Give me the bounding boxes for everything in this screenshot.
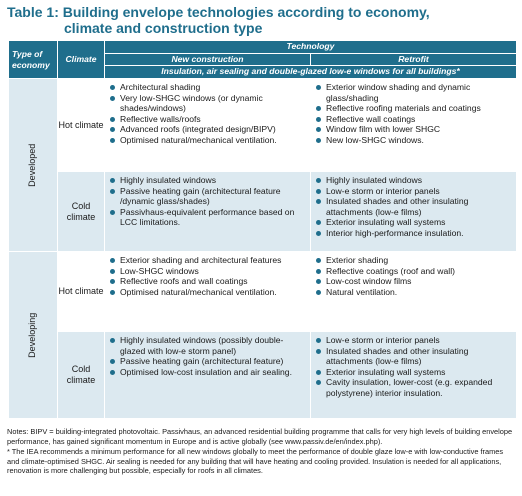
table-row xyxy=(9,79,517,172)
list-item: Passivhaus-equivalent performance based on LCC limitations. xyxy=(109,207,306,228)
header-technology: Technology xyxy=(105,41,517,54)
list-item: Highly insulated windows (possibly double-glazed with low-e storm panel) xyxy=(109,335,306,356)
technology-table xyxy=(8,40,517,419)
list-item: Passive heating gain (architectural feature /dynamic glass/shades) xyxy=(109,186,306,207)
header-type-of-economy: Type of economy xyxy=(9,41,58,79)
list-item: Cavity insulation, lower-cost (e.g. expanded polystyrene) interior insulation. xyxy=(315,377,512,398)
list-item: Highly insulated windows xyxy=(315,175,512,186)
note-abbreviations: Notes: BIPV = building-integrated photovoltaic. Passivhaus, an advanced residential building programme that calls for very high levels of building envelope performance, has gained significant momentum in Europe and is active globally (see www.passiv.de/en/index.php). xyxy=(7,427,513,446)
table-row xyxy=(9,332,517,419)
table-title-line1: Table 1: Building envelope technologies according to economy, xyxy=(7,4,430,20)
header-retrofit: Retrofit xyxy=(311,54,517,66)
list-item: Low-SHGC windows xyxy=(109,266,306,277)
economy-developing xyxy=(9,252,58,419)
new-construction-cell xyxy=(105,172,311,252)
list-item: Reflective wall coatings xyxy=(315,114,512,125)
economy-label: Developed xyxy=(27,143,38,187)
table-title xyxy=(7,4,517,36)
economy-label: Developing xyxy=(27,312,38,358)
economy-developed xyxy=(9,79,58,252)
list-item: Very low-SHGC windows (or dynamic shades/windows) xyxy=(109,93,306,114)
list-item: Exterior shading and architectural features xyxy=(109,255,306,266)
list-item: Exterior shading xyxy=(315,255,512,266)
retrofit-cell xyxy=(311,332,517,419)
list-item: Passive heating gain (architectural feature) xyxy=(109,356,306,367)
list-item: Optimised natural/mechanical ventilation. xyxy=(109,135,306,146)
climate-cell: Hot climate xyxy=(58,252,105,332)
list-item: Exterior insulating wall systems xyxy=(315,367,512,378)
list-item: Low-e storm or interior panels xyxy=(315,186,512,197)
list-item: Low-cost window films xyxy=(315,276,512,287)
list-item: Optimised low-cost insulation and air sealing. xyxy=(109,367,306,378)
new-construction-cell xyxy=(105,332,311,419)
climate-cell: Hot climate xyxy=(58,79,105,172)
list-item: New low-SHGC windows. xyxy=(315,135,512,146)
header-climate: Climate xyxy=(58,41,105,79)
list-item: Low-e storm or interior panels xyxy=(315,335,512,346)
list-item: Optimised natural/mechanical ventilation. xyxy=(109,287,306,298)
list-item: Exterior insulating wall systems xyxy=(315,217,512,228)
list-item: Insulated shades and other insulating attachments (low-e films) xyxy=(315,196,512,217)
table-row xyxy=(9,172,517,252)
table-notes xyxy=(7,427,517,477)
retrofit-cell xyxy=(311,252,517,332)
list-item: Architectural shading xyxy=(109,82,306,93)
table-title-line2: climate and construction type xyxy=(64,20,263,36)
list-item: Exterior window shading and dynamic glass/shading xyxy=(315,82,512,103)
header-all-buildings: Insulation, air sealing and double-glazed low-e windows for all buildings* xyxy=(105,66,517,79)
list-item: Reflective coatings (roof and wall) xyxy=(315,266,512,277)
list-item: Insulated shades and other insulating attachments (low-e films) xyxy=(315,346,512,367)
new-construction-cell xyxy=(105,79,311,172)
table-row xyxy=(9,252,517,332)
climate-cell: Cold climate xyxy=(58,172,105,252)
list-item: Reflective roofing materials and coatings xyxy=(315,103,512,114)
list-item: Reflective walls/roofs xyxy=(109,114,306,125)
header-new-construction: New construction xyxy=(105,54,311,66)
list-item: Highly insulated windows xyxy=(109,175,306,186)
retrofit-cell xyxy=(311,79,517,172)
list-item: Reflective roofs and wall coatings xyxy=(109,276,306,287)
list-item: Natural ventilation. xyxy=(315,287,512,298)
note-footnote: * The IEA recommends a minimum performance for all new windows globally to meet the performance of double glaze low-e with low-conductive frames and climate-optimised SHGC. Air sealing is needed for any building that will have heating and cooling provided. Insulation is needed for all applications, renovation is more challenging but possible, especially for roofs in all climates. xyxy=(7,447,504,476)
list-item: Window film with lower SHGC xyxy=(315,124,512,135)
new-construction-cell xyxy=(105,252,311,332)
climate-cell: Cold climate xyxy=(58,332,105,419)
retrofit-cell xyxy=(311,172,517,252)
list-item: Advanced roofs (integrated design/BIPV) xyxy=(109,124,306,135)
list-item: Interior high-performance insulation. xyxy=(315,228,512,239)
